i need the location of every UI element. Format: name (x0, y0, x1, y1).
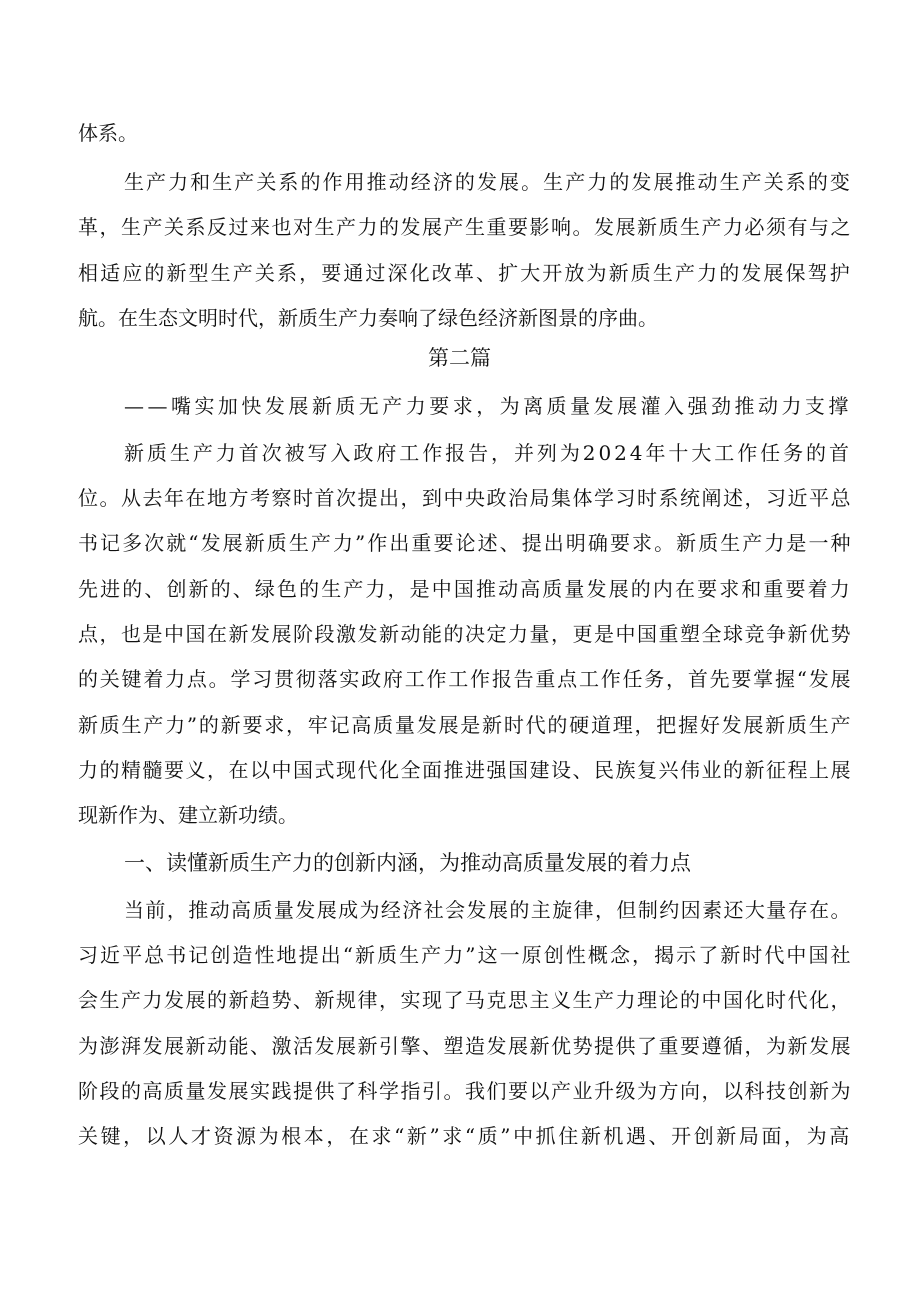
text-line: 新质生产力”的新要求，牢记高质量发展是新时代的硬道理，把握好发展新质生产 (78, 713, 853, 737)
text-line: 为澎湃发展新动能、激活发展新引擎、塑造发展新优势提供了重要遵循，为新发展 (78, 1034, 852, 1058)
text-line: 关键，以人才资源为根本，在求“新”求“质”中抓住新机遇、开创新局面，为高 (78, 1124, 852, 1148)
section-title: 第二篇 (428, 346, 491, 370)
text-line: 会生产力发展的新趋势、新规律，实现了马克思主义生产力理论的中国化时代化， (78, 988, 852, 1012)
text-line: 习近平总书记创造性地提出“新质生产力”这一原创性概念，揭示了新时代中国社 (78, 943, 853, 967)
text-line: 体系。 (78, 121, 138, 145)
text-line: 先进的、创新的、绿色的生产力，是中国推动高质量发展的内在要求和重要着力 (78, 577, 852, 601)
text-line: 书记多次就“发展新质生产力”作出重要论述、提出明确要求。新质生产力是一种 (78, 531, 853, 555)
text-line: 相适应的新型生产关系，要通过深化改革、扩大开放为新质生产力的发展保驾护 (78, 261, 852, 285)
subtitle: ——嘴实加快发展新质无产力要求，为离质量发展灌入强劲推动力支撑 (124, 394, 852, 418)
text-line: 生产力和生产关系的作用推动经济的发展。生产力的发展推动生产关系的变 (124, 170, 852, 194)
text-line: 的关键着力点。学习贯彻落实政府工作工作报告重点工作任务，首先要掌握“发展 (78, 667, 853, 691)
text-line: 现新作为、建立新功绩。 (78, 803, 298, 827)
text-line: 新质生产力首次被写入政府工作报告，并列为2024年十大工作任务的首 (124, 441, 852, 465)
text-line: 航。在生态文明时代，新质生产力奏响了绿色经济新图景的序曲。 (78, 306, 658, 330)
text-line: 当前，推动高质量发展成为经济社会发展的主旋律，但制约因素还大量存在。 (124, 898, 852, 922)
text-line: 位。从去年在地方考察时首次提出，到中央政治局集体学习时系统阐述，习近平总 (78, 486, 852, 510)
text-line: 点，也是中国在新发展阶段激发新动能的决定力量，更是中国重塑全球竞争新优势 (78, 622, 852, 646)
text-line: 力的精髓要义，在以中国式现代化全面推进强国建设、民族复兴伟业的新征程上展 (78, 758, 852, 782)
text-line: 革，生产关系反过来也对生产力的发展产生重要影响。发展新质生产力必须有与之 (78, 215, 852, 239)
text-line: 阶段的高质量发展实践提供了科学指引。我们要以产业升级为方向，以科技创新为 (78, 1079, 852, 1103)
section-heading: 一、读懂新质生产力的创新内涵，为推动高质量发展的着力点 (124, 851, 691, 875)
